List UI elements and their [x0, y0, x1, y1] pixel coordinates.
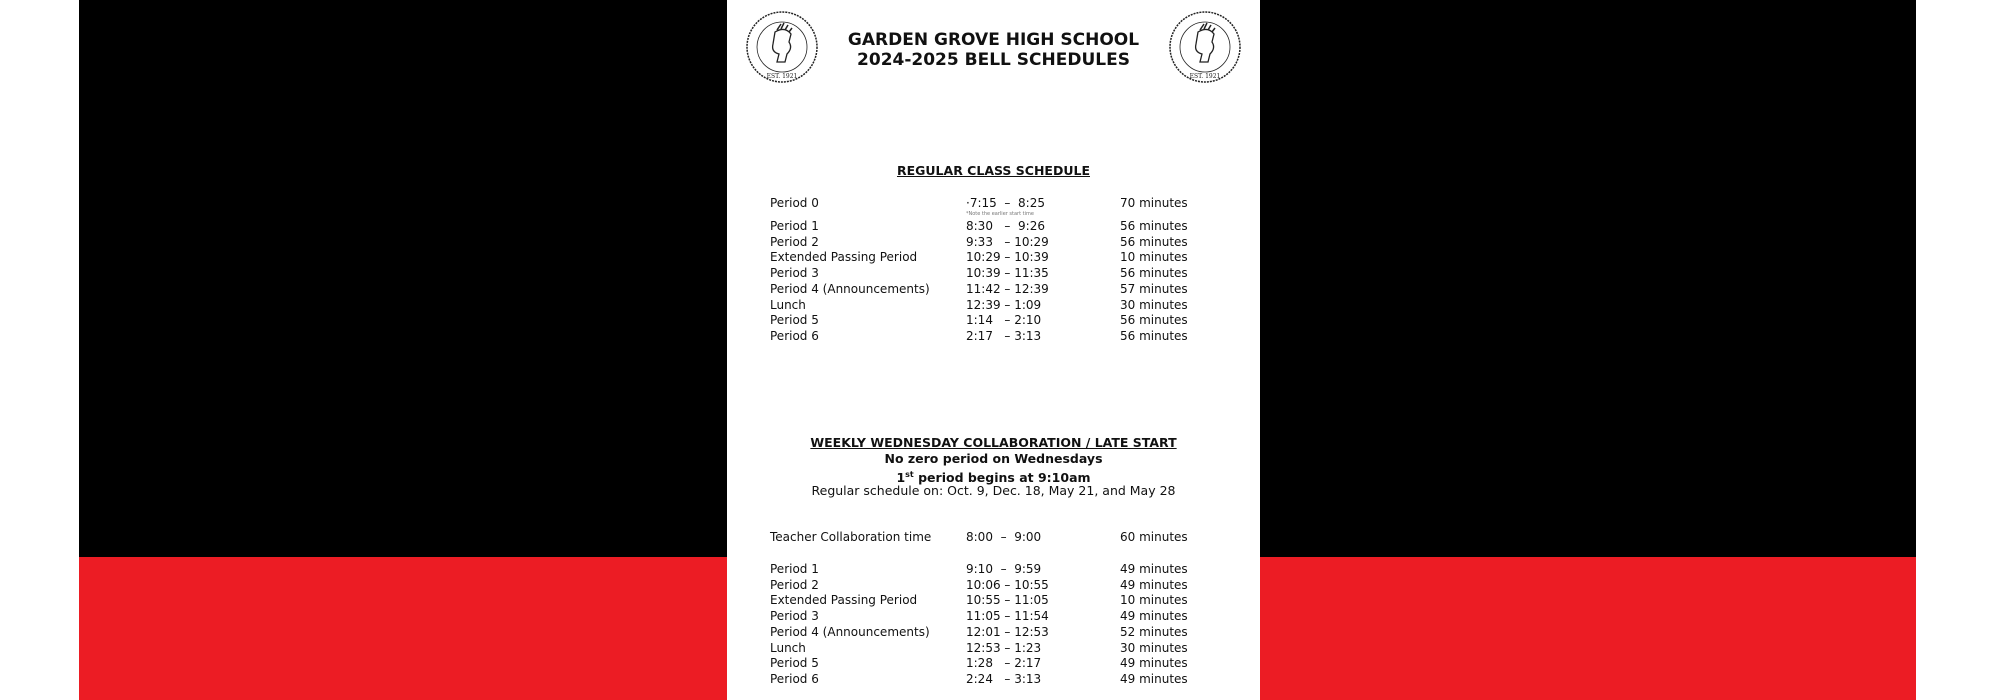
row-minutes: 49 minutes [1120, 562, 1188, 576]
row-label: Period 6 [770, 671, 819, 686]
row-minutes: 56 minutes [1120, 313, 1188, 328]
wednesday-schedule-heading: WEEKLY WEDNESDAY COLLABORATION / LATE START [810, 435, 1177, 450]
svg-text:EST. 1921: EST. 1921 [766, 73, 798, 80]
row-label: Period 4 (Announcements) [770, 624, 930, 639]
row-minutes: 49 minutes [1120, 577, 1188, 592]
row-time: 11:42 – 12:39 [966, 281, 1049, 296]
row-time: 8:30 – 9:26 [966, 219, 1045, 233]
row-time: 10:55 – 11:05 [966, 593, 1049, 608]
schedule-row [727, 577, 1260, 593]
schedule-row [727, 265, 1260, 281]
svg-text:EST. 1921: EST. 1921 [1189, 73, 1221, 80]
schedule-row [727, 671, 1260, 687]
row-time: 10:39 – 11:35 [966, 266, 1049, 281]
row-minutes: 56 minutes [1120, 234, 1188, 249]
regular-schedule-heading: REGULAR CLASS SCHEDULE [896, 163, 1090, 178]
row-minutes: 30 minutes [1120, 640, 1188, 655]
schedule-row [727, 624, 1260, 640]
row-label: Period 1 [770, 219, 819, 233]
schedule-row [727, 195, 1260, 211]
row-time: 12:39 – 1:09 [966, 297, 1042, 312]
schedule-row [727, 218, 1260, 234]
note-sup: st [905, 470, 914, 479]
schedule-row [727, 281, 1260, 297]
row-time: ·7:15 – 8:25 [966, 196, 1045, 210]
row-time: 12:01 – 12:53 [966, 624, 1049, 639]
row-time: 2:17 – 3:13 [966, 328, 1042, 343]
row-time: 9:10 – 9:59 [966, 562, 1042, 576]
note-text: period begins at 9:10am [913, 470, 1091, 486]
row-minutes: 49 minutes [1120, 671, 1188, 686]
row-minutes: 49 minutes [1120, 609, 1188, 624]
row-label: Teacher Collaboration time [770, 530, 932, 544]
row-minutes: 60 minutes [1120, 530, 1188, 544]
bell-schedule-document [727, 0, 1260, 700]
row-time: 1:28 – 2:17 [966, 656, 1042, 671]
schedule-row [727, 249, 1260, 265]
row-minutes: 10 minutes [1120, 250, 1188, 265]
row-label: Period 2 [770, 577, 819, 592]
row-time: 11:05 – 11:54 [966, 609, 1049, 624]
row-minutes: 52 minutes [1120, 624, 1188, 639]
row-label: Period 3 [770, 609, 819, 624]
schedule-row [727, 328, 1260, 344]
row-minutes: 57 minutes [1120, 281, 1188, 296]
period-0-note: *Note the earlier start time [966, 211, 1034, 217]
row-label: Period 0 [770, 196, 819, 210]
schedule-row-collaboration [727, 529, 1260, 545]
schedule-row [727, 312, 1260, 328]
row-label: Period 1 [770, 562, 819, 576]
document-title: GARDEN GROVE HIGH SCHOOL [847, 30, 1140, 50]
schedule-row [727, 655, 1260, 671]
row-time: 12:53 – 1:23 [966, 640, 1042, 655]
row-time: 2:24 – 3:13 [966, 671, 1042, 686]
row-minutes: 10 minutes [1120, 593, 1188, 608]
row-minutes: 30 minutes [1120, 297, 1188, 312]
row-label: Extended Passing Period [770, 593, 918, 608]
row-time: 10:06 – 10:55 [966, 577, 1049, 592]
row-time: 10:29 – 10:39 [966, 250, 1049, 265]
row-minutes: 56 minutes [1120, 219, 1188, 233]
row-label: Period 6 [770, 328, 819, 343]
row-label: Period 5 [770, 656, 819, 671]
row-time: 8:00 – 9:00 [966, 530, 1042, 544]
row-label: Lunch [770, 640, 806, 655]
row-minutes: 56 minutes [1120, 328, 1188, 343]
schedule-row [727, 592, 1260, 608]
row-label: Lunch [770, 297, 806, 312]
wednesday-note-no-zero: No zero period on Wednesdays [884, 451, 1103, 466]
row-time: 1:14 – 2:10 [966, 313, 1042, 328]
wednesday-note-exceptions: Regular schedule on: Oct. 9, Dec. 18, May 21, and May 28 [811, 483, 1176, 498]
row-label: Period 4 (Announcements) [770, 281, 930, 296]
row-minutes: 49 minutes [1120, 656, 1188, 671]
schedule-row [727, 608, 1260, 624]
row-label: Period 3 [770, 266, 819, 281]
schedule-row [727, 640, 1260, 656]
row-label: Extended Passing Period [770, 250, 918, 265]
row-label: Period 5 [770, 313, 819, 328]
schedule-row [727, 561, 1260, 577]
row-minutes: 56 minutes [1120, 266, 1188, 281]
row-time: 9:33 – 10:29 [966, 234, 1049, 249]
schedule-row [727, 234, 1260, 250]
schedule-row [727, 297, 1260, 313]
document-subtitle: 2024-2025 BELL SCHEDULES [857, 50, 1130, 70]
row-minutes: 70 minutes [1120, 196, 1188, 210]
row-label: Period 2 [770, 234, 819, 249]
note-text: 1 [896, 470, 906, 486]
